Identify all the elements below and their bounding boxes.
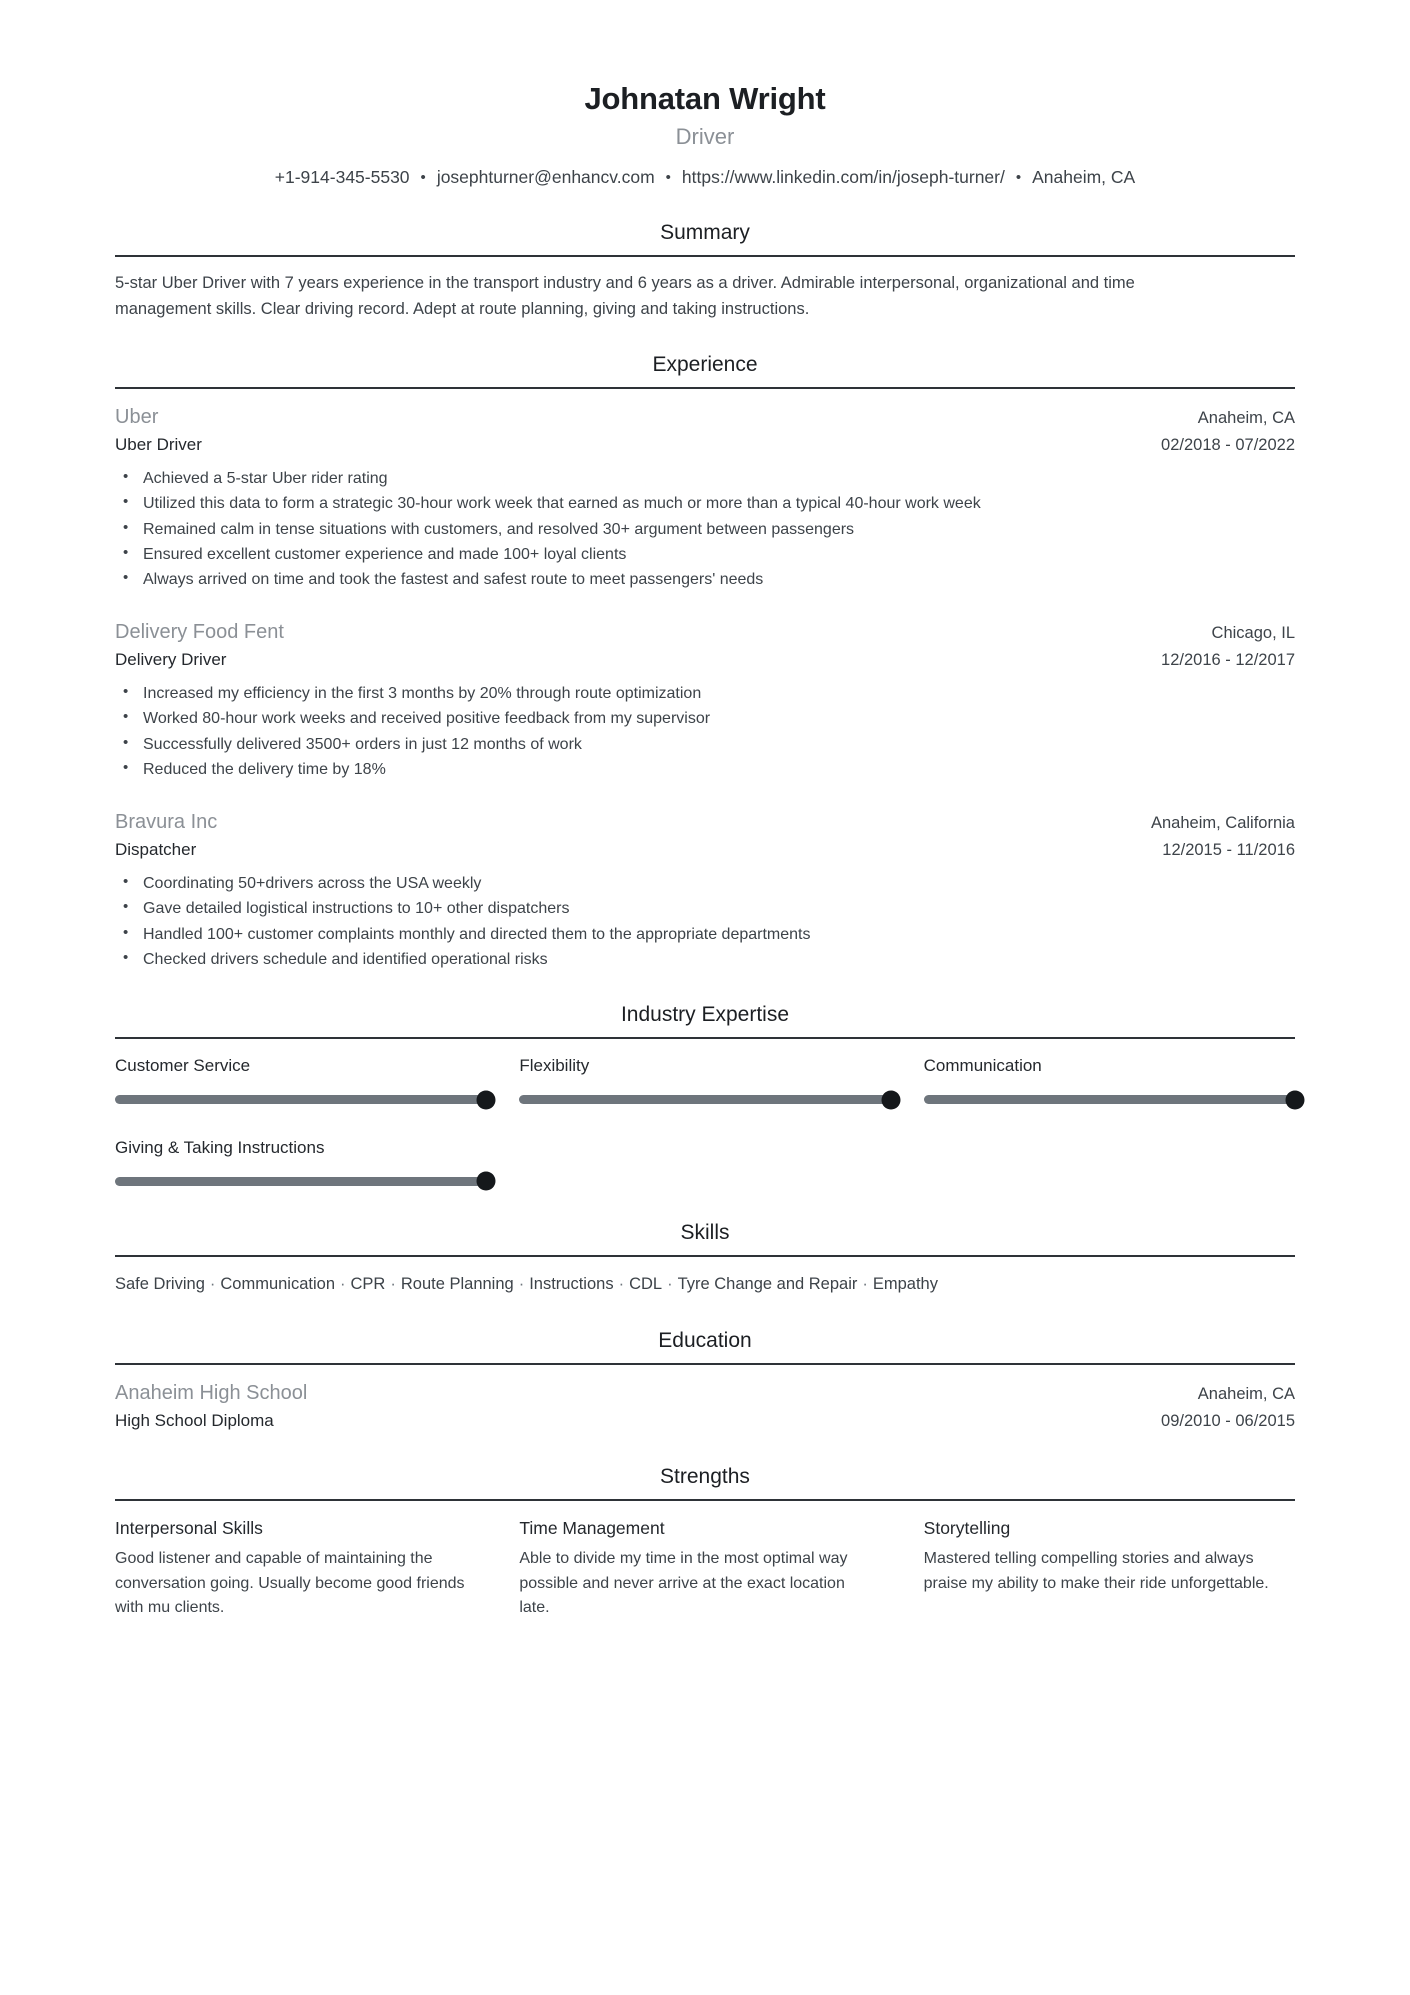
- strength-item: [519, 1515, 890, 1620]
- section-title-industry-expertise: Industry Expertise: [620, 1003, 790, 1027]
- skill-separator: ·: [862, 1275, 868, 1294]
- section-summary: [115, 220, 1295, 322]
- expertise-label: Giving & Taking Instructions: [115, 1137, 325, 1157]
- slider-knob[interactable]: [881, 1090, 900, 1109]
- experience-entry-subheader: [115, 432, 1295, 458]
- section-title-skills: Skills: [680, 1221, 730, 1245]
- education-entry: [115, 1379, 1295, 1434]
- slider-track[interactable]: [115, 1177, 486, 1186]
- experience-job-title: Delivery Driver: [115, 650, 227, 670]
- experience-bullet: • Utilized this data to form a strategic 30-hour work week that earned as much or more than a typical 40-hour work week: [115, 491, 1295, 516]
- experience-bullet-list: [115, 466, 1295, 592]
- slider-track[interactable]: [115, 1095, 486, 1104]
- expertise-slider[interactable]: [924, 1091, 1295, 1109]
- education-degree: High School Diploma: [115, 1411, 274, 1430]
- section-experience: [115, 352, 1295, 972]
- strength-title: Storytelling: [923, 1517, 1011, 1538]
- experience-entry-subheader: [115, 647, 1295, 673]
- slider-track[interactable]: [924, 1095, 1295, 1104]
- section-strengths: [115, 1464, 1295, 1620]
- education-location: Anaheim, CA: [1197, 1385, 1295, 1403]
- contact-item[interactable]: josephturner@enhancv.com: [436, 167, 655, 188]
- strength-title: Time Management: [519, 1517, 665, 1538]
- experience-dates: 12/2016 - 12/2017: [1161, 651, 1295, 670]
- skill-item: Tyre Change and Repair: [677, 1275, 858, 1294]
- experience-bullet: • Successfully delivered 3500+ orders in just 12 months of work: [115, 732, 1295, 757]
- expertise-item: [115, 1053, 486, 1109]
- experience-bullet: • Gave detailed logistical instructions to 10+ other dispatchers: [115, 896, 1295, 921]
- expertise-label: Flexibility: [519, 1056, 590, 1076]
- education-entry-header: [115, 1379, 1295, 1408]
- skills-list: [115, 1271, 1295, 1297]
- slider-knob[interactable]: [477, 1090, 496, 1109]
- candidate-name: Johnatan Wright: [584, 81, 826, 116]
- experience-entry: [115, 403, 1295, 592]
- experience-bullet: • Worked 80-hour work weeks and received positive feedback from my supervisor: [115, 706, 1295, 731]
- contact-item[interactable]: +1-914-345-5530: [274, 167, 410, 188]
- skill-item: Empathy: [872, 1275, 938, 1294]
- contact-separator: •: [665, 169, 671, 187]
- slider-knob[interactable]: [477, 1172, 496, 1191]
- candidate-job-role: Driver: [675, 123, 735, 149]
- strength-title: Interpersonal Skills: [115, 1517, 263, 1538]
- strength-description: Good listener and capable of maintaining the conversation going. Usually become good friends with mu clients.: [115, 1550, 465, 1616]
- experience-bullet: • Coordinating 50+drivers across the USA weekly: [115, 871, 1295, 896]
- experience-bullet: • Handled 100+ customer complaints monthly and directed them to the appropriate departments: [115, 922, 1295, 947]
- experience-bullet: • Achieved a 5-star Uber rider rating: [115, 466, 1295, 491]
- experience-dates: 12/2015 - 11/2016: [1162, 841, 1295, 860]
- experience-job-title: Uber Driver: [115, 435, 202, 455]
- experience-location: Anaheim, CA: [1197, 409, 1295, 428]
- skill-item: Instructions: [529, 1275, 614, 1294]
- experience-bullet: • Always arrived on time and took the fastest and safest route to meet passengers' needs: [115, 567, 1295, 592]
- skill-separator: ·: [340, 1275, 346, 1294]
- contact-separator: •: [1015, 169, 1022, 187]
- slider-knob[interactable]: [1286, 1090, 1305, 1109]
- expertise-item: [519, 1053, 890, 1109]
- skill-item: Route Planning: [400, 1275, 514, 1294]
- skill-separator: ·: [667, 1275, 673, 1294]
- strength-item: [924, 1515, 1295, 1620]
- skill-separator: ·: [518, 1275, 525, 1294]
- experience-location: Chicago, IL: [1211, 624, 1295, 643]
- strengths-body: [115, 1501, 1295, 1620]
- summary-text: 5-star Uber Driver with 7 years experience in the transport industry and 6 years as a driver. Admirable interpersonal, organizational and time management skills. Clear driving record. Adept at route planning, giving and taking instructions.: [115, 274, 1135, 318]
- strength-description: Mastered telling compelling stories and always praise my ability to make their ride unforgettable.: [923, 1550, 1269, 1592]
- experience-location: Anaheim, California: [1151, 814, 1295, 833]
- experience-bullet: • Reduced the delivery time by 18%: [115, 757, 1295, 782]
- skill-separator: ·: [618, 1275, 625, 1294]
- experience-entry-header: [115, 403, 1295, 432]
- expertise-grid: [115, 1053, 1295, 1190]
- experience-bullet: • Increased my efficiency in the first 3 months by 20% through route optimization: [115, 681, 1295, 706]
- strengths-grid: [115, 1515, 1295, 1620]
- section-education: [115, 1328, 1295, 1434]
- experience-bullet: • Ensured excellent customer experience and made 100+ loyal clients: [115, 542, 1295, 567]
- section-title-experience: Experience: [652, 353, 758, 377]
- education-institution: Anaheim High School: [115, 1382, 308, 1404]
- experience-organization: Bravura Inc: [115, 811, 218, 834]
- skills-body: [115, 1257, 1295, 1297]
- section-skills: [115, 1220, 1295, 1298]
- experience-body: [115, 389, 1295, 972]
- skill-separator: ·: [390, 1275, 396, 1294]
- expertise-item: [115, 1135, 486, 1191]
- slider-track[interactable]: [519, 1095, 890, 1104]
- summary-body: [115, 257, 1295, 322]
- experience-organization: Delivery Food Fent: [115, 621, 284, 644]
- expertise-slider[interactable]: [115, 1172, 486, 1190]
- skill-item: Safe Driving: [115, 1275, 205, 1294]
- experience-bullet: • Checked drivers schedule and identified operational risks: [115, 947, 1295, 972]
- contact-separator: •: [420, 169, 426, 187]
- skill-item: Communication: [220, 1275, 336, 1294]
- contact-line: [115, 165, 1295, 190]
- experience-job-title: Dispatcher: [115, 840, 197, 860]
- skill-separator: ·: [209, 1275, 216, 1294]
- skill-item: CPR: [350, 1275, 386, 1294]
- experience-organization: Uber: [115, 406, 159, 429]
- experience-entry: [115, 618, 1295, 782]
- education-body: [115, 1365, 1295, 1434]
- expertise-slider[interactable]: [115, 1091, 486, 1109]
- experience-bullet-list: [115, 871, 1295, 972]
- experience-bullet-list: [115, 681, 1295, 782]
- expertise-label: Customer Service: [115, 1056, 251, 1076]
- section-title-summary: Summary: [660, 220, 750, 244]
- section-title-strengths: Strengths: [660, 1464, 750, 1488]
- experience-entry: [115, 808, 1295, 972]
- strength-description: Able to divide my time in the most optimal way possible and never arrive at the exact location late.: [519, 1550, 848, 1616]
- education-entry-subheader: [115, 1408, 1295, 1434]
- education-dates: 09/2010 - 06/2015: [1161, 1412, 1295, 1430]
- section-industry-expertise: [115, 1002, 1295, 1190]
- experience-entry-subheader: [115, 837, 1295, 863]
- experience-entry-header: [115, 808, 1295, 837]
- contact-item[interactable]: Anaheim, CA: [1032, 167, 1136, 188]
- industry-expertise-body: [115, 1039, 1295, 1190]
- resume-header: [115, 80, 1295, 190]
- skill-item: CDL: [629, 1275, 663, 1294]
- section-title-education: Education: [658, 1328, 752, 1352]
- strength-item: [115, 1515, 486, 1620]
- contact-item[interactable]: https://www.linkedin.com/in/joseph-turner/: [681, 167, 1005, 188]
- experience-dates: 02/2018 - 07/2022: [1161, 436, 1295, 455]
- expertise-slider[interactable]: [519, 1091, 890, 1109]
- expertise-item: [924, 1053, 1295, 1109]
- expertise-label: Communication: [923, 1056, 1042, 1076]
- experience-bullet: • Remained calm in tense situations with customers, and resolved 30+ argument between passengers: [115, 517, 1295, 542]
- experience-entry-header: [115, 618, 1295, 647]
